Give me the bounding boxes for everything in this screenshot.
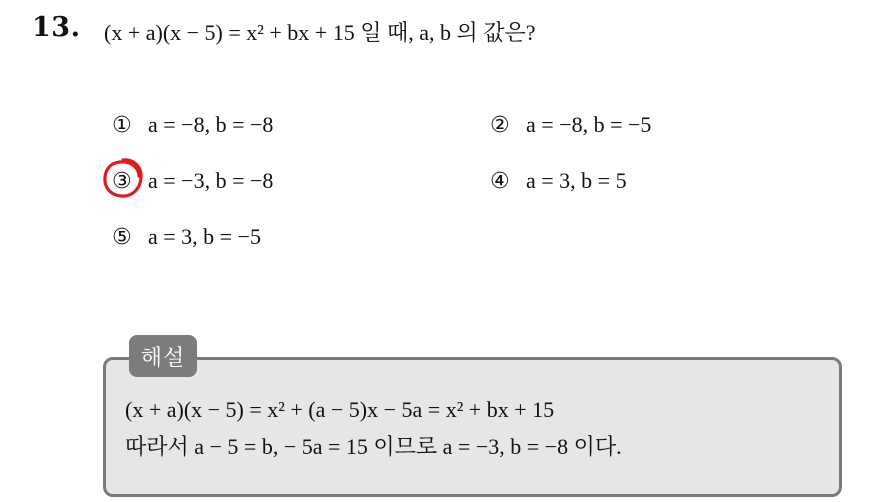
choice-3-marker: ③ bbox=[112, 168, 132, 194]
choice-5-text: a = 3, b = −5 bbox=[148, 224, 261, 249]
choice-2-marker: ② bbox=[490, 112, 510, 138]
choice-4[interactable] bbox=[490, 168, 627, 194]
solution-box bbox=[103, 357, 842, 497]
solution-label: 해설 bbox=[129, 335, 197, 377]
solution-line-1: (x + a)(x − 5) = x² + (a − 5)x − 5a = x² + bx + 15 bbox=[125, 397, 555, 422]
choice-1-marker: ① bbox=[112, 112, 132, 138]
choice-2[interactable] bbox=[490, 112, 651, 138]
choice-3-text: a = −3, b = −8 bbox=[148, 168, 274, 193]
choice-1-text: a = −8, b = −8 bbox=[148, 112, 274, 137]
choice-4-text: a = 3, b = 5 bbox=[526, 168, 627, 193]
question-number: 13. bbox=[32, 12, 81, 43]
solution-line-2: 따라서 a − 5 = b, − 5a = 15 이므로 a = −3, b = −8 이다. bbox=[125, 434, 622, 459]
choice-2-text: a = −8, b = −5 bbox=[526, 112, 652, 137]
choice-5[interactable] bbox=[112, 224, 261, 250]
choice-3[interactable] bbox=[112, 168, 273, 194]
choice-4-marker: ④ bbox=[490, 168, 510, 194]
choice-1[interactable] bbox=[112, 112, 273, 138]
choice-5-marker: ⑤ bbox=[112, 224, 132, 250]
question-text: (x + a)(x − 5) = x² + bx + 15 일 때, a, b 의 값은? bbox=[104, 20, 536, 45]
